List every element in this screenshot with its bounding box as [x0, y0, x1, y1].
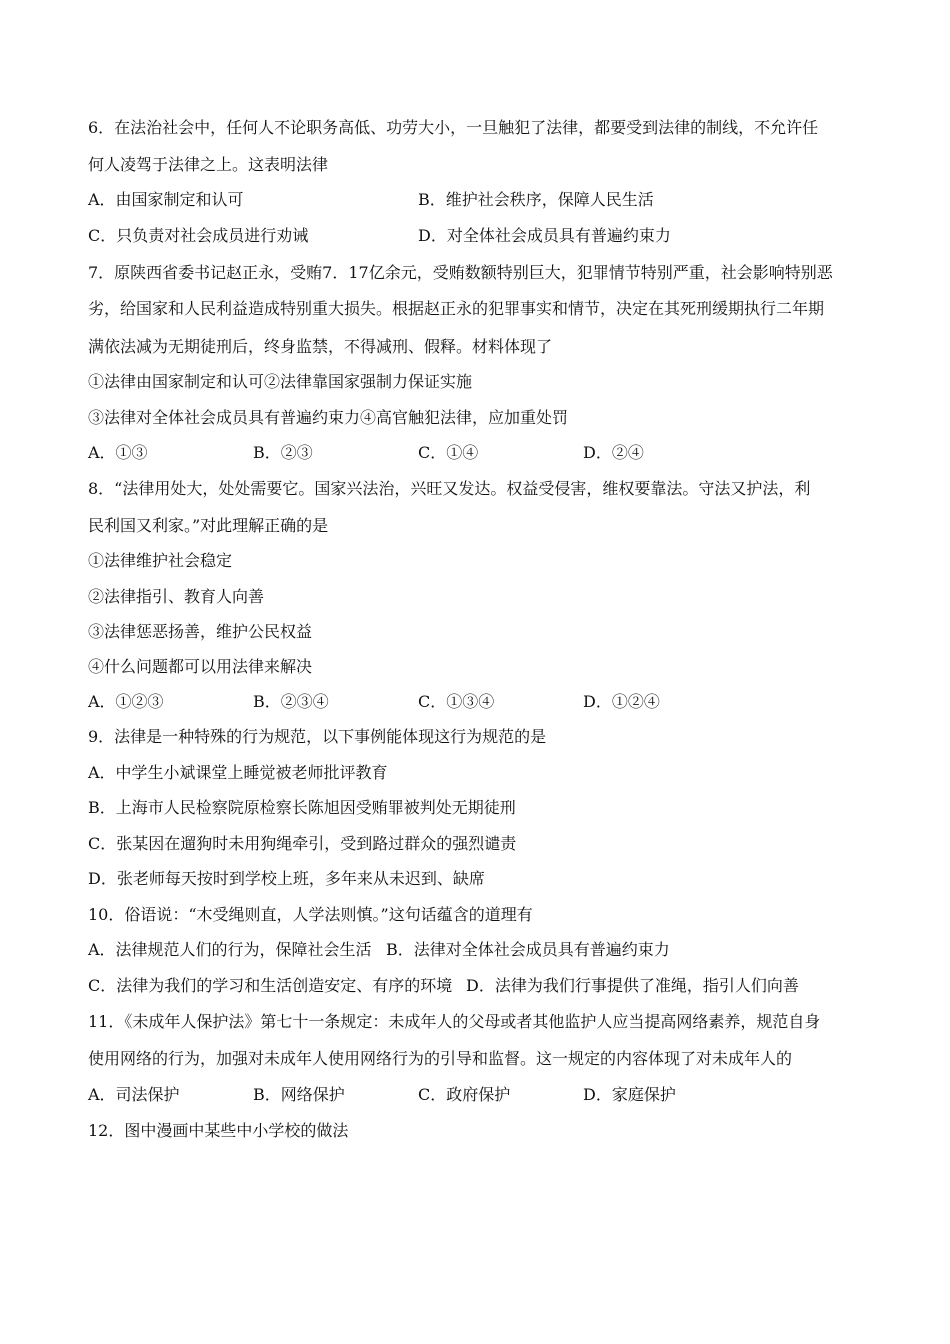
q6-option-d[interactable]: D．对全体社会成员具有普遍约束力: [418, 226, 671, 245]
q7-statement-line-2: ③法律对全体社会成员具有普遍约束力④高官触犯法律，应加重处罚: [88, 408, 569, 427]
q8-statement-2: ②法律指引、教育人向善: [88, 587, 265, 606]
q8-statement-3: ③法律惩恶扬善，维护公民权益: [88, 622, 313, 641]
q10-stem: 10．俗语说：“木受绳则直，人学法则慎。”这句话蕴含的道理有: [88, 905, 533, 924]
q8-option-b[interactable]: B．②③④: [253, 692, 329, 711]
q10-option-c[interactable]: C．法律为我们的学习和生活创造安定、有序的环境: [88, 976, 453, 995]
q6-option-a[interactable]: A．由国家制定和认可: [88, 190, 244, 209]
q11-option-b[interactable]: B．网络保护: [253, 1085, 345, 1104]
q11-option-c[interactable]: C．政府保护: [418, 1085, 511, 1104]
q10-option-b[interactable]: B．法律对全体社会成员具有普遍约束力: [386, 940, 670, 959]
q8-statement-4: ④什么问题都可以用法律来解决: [88, 657, 313, 676]
q8-statement-1: ①法律维护社会稳定: [88, 551, 233, 570]
q11-option-d[interactable]: D．家庭保护: [583, 1085, 676, 1104]
q8-stem-line-1: 8．“法律用处大，处处需要它。国家兴法治，兴旺又发达。权益受侵害，维权要靠法。守法又护法，利: [88, 479, 811, 498]
q8-option-a[interactable]: A．①②③: [88, 692, 164, 711]
q7-option-a[interactable]: A．①③: [88, 443, 148, 462]
q8-option-c[interactable]: C．①③④: [418, 692, 495, 711]
q6-stem-line-1: 6．在法治社会中，任何人不论职务高低、功劳大小，一旦触犯了法律，都要受到法律的制线，不允许任: [88, 118, 819, 137]
q9-stem: 9．法律是一种特殊的行为规范，以下事例能体现这行为规范的是: [88, 727, 547, 746]
q8-option-d[interactable]: D．①②④: [583, 692, 660, 711]
q7-option-d[interactable]: D．②④: [583, 443, 644, 462]
q8-stem-line-2: 民利国又利家。”对此理解正确的是: [88, 516, 329, 535]
q7-stem-line-1: 7．原陕西省委书记赵正永，受贿7．17亿余元，受贿数额特别巨大，犯罪情节特别严重，社会影响特别恶: [88, 263, 833, 282]
q12-stem: 12．图中漫画中某些中小学校的做法: [88, 1121, 349, 1140]
q11-stem-line-2: 使用网络的行为，加强对未成年人使用网络行为的引导和监督。这一规定的内容体现了对未成年人的: [88, 1049, 793, 1068]
q6-option-b[interactable]: B．维护社会秩序，保障人民生活: [418, 190, 654, 209]
q11-stem-line-1: 11．《未成年人保护法》第七十一条规定：未成年人的父母或者其他监护人应当提高网络素养，规范自身: [88, 1012, 821, 1031]
q7-option-c[interactable]: C．①④: [418, 443, 479, 462]
q10-option-d[interactable]: D．法律为我们行事提供了准绳，指引人们向善: [466, 976, 799, 995]
q10-option-a[interactable]: A．法律规范人们的行为，保障社会生活: [88, 940, 372, 959]
q9-option-b[interactable]: B．上海市人民检察院原检察长陈旭因受贿罪被判处无期徒刑: [88, 798, 516, 817]
q9-option-d[interactable]: D．张老师每天按时到学校上班，多年来从未迟到、缺席: [88, 869, 485, 888]
q7-stem-line-2: 劣，给国家和人民利益造成特别重大损失。根据赵正永的犯罪事实和情节，决定在其死刑缓期执行二年期: [88, 299, 825, 318]
q6-option-c[interactable]: C．只负责对社会成员进行劝诫: [88, 226, 309, 245]
q9-option-c[interactable]: C．张某因在遛狗时未用狗绳牵引，受到路过群众的强烈谴责: [88, 834, 517, 853]
q7-statement-line-1: ①法律由国家制定和认可②法律靠国家强制力保证实施: [88, 372, 473, 391]
q9-option-a[interactable]: A．中学生小斌课堂上睡觉被老师批评教育: [88, 763, 388, 782]
q7-option-b[interactable]: B．②③: [253, 443, 313, 462]
q6-stem-line-2: 何人凌驾于法律之上。这表明法律: [88, 155, 329, 174]
q11-option-a[interactable]: A．司法保护: [88, 1085, 180, 1104]
q7-stem-line-3: 满依法减为无期徒刑后，终身监禁，不得减刑、假释。材料体现了: [88, 337, 553, 356]
